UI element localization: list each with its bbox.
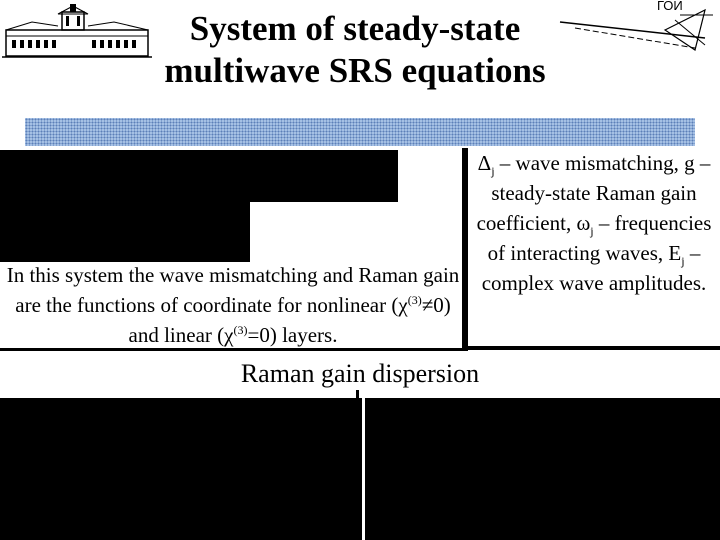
horizontal-divider-right	[468, 346, 720, 350]
title-line-2: multiwave SRS equations	[164, 51, 546, 90]
equation-block	[0, 150, 398, 202]
decorative-stripe	[25, 118, 695, 146]
page-title	[120, 8, 590, 92]
logo-right-text: ГОИ	[657, 0, 683, 13]
title-line-1: System of steady-state	[189, 9, 521, 48]
equation-block-lower	[0, 200, 250, 262]
system-note: In this system the wave mismatching and Raman gain are the functions of coordinate for nonlinear $(\chi^{(3)}\ne 0)$ and linear $(\chi^{(3)}=0)$ layers.	[6, 263, 460, 347]
variable-definitions: $\Delta_j$ – wave mismatching, g – steady-state Raman gain coefficient, $\omega_j$ – frequencies of interacting waves, $E_j$ – complex wave amplitudes.	[476, 151, 712, 295]
dispersion-plot-right	[365, 398, 720, 540]
dispersion-plot-left	[0, 398, 362, 540]
section-title: Raman gain dispersion	[240, 359, 480, 388]
